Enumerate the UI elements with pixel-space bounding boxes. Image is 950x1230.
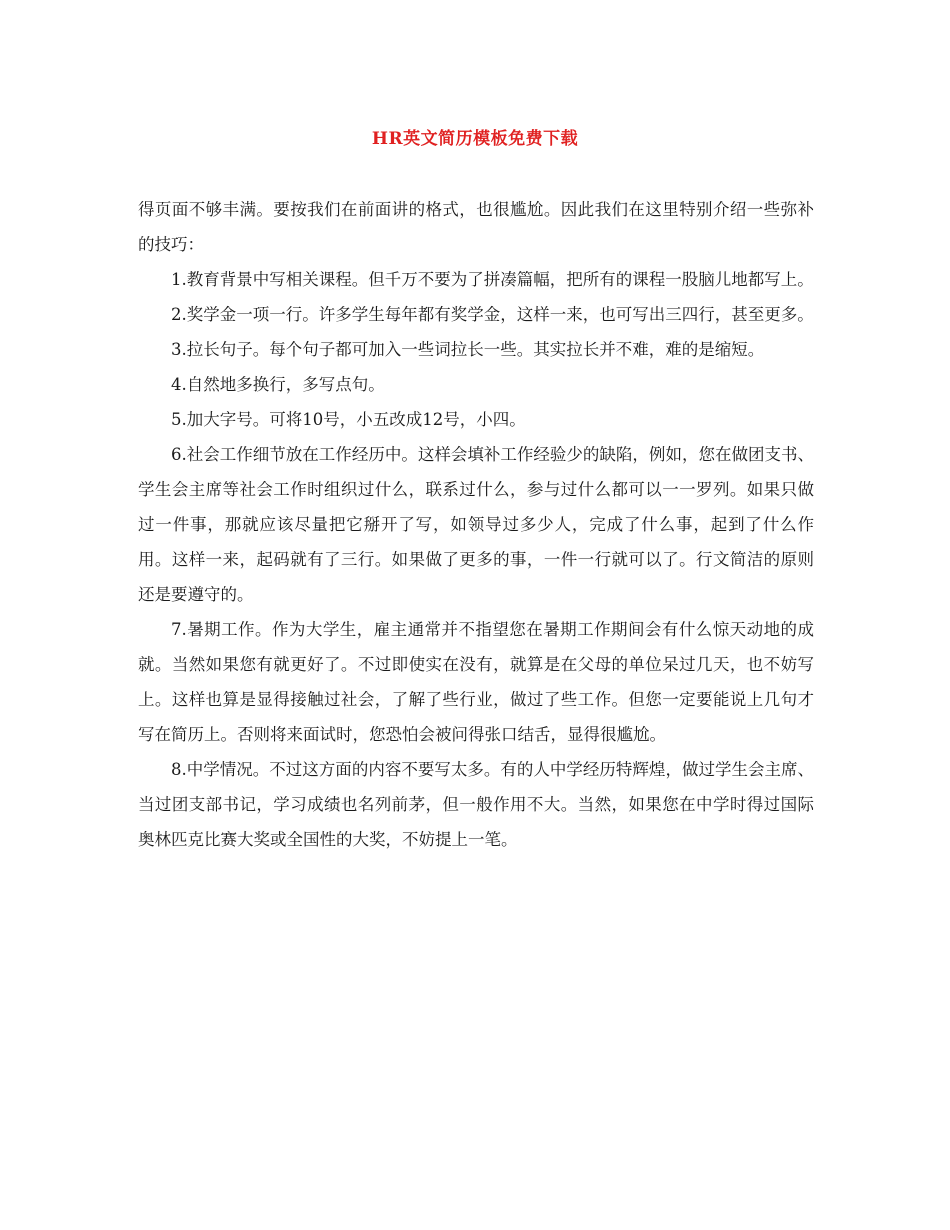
- list-item: 4.自然地多换行，多写点句。: [171, 375, 385, 394]
- list-item: 8.中学情况。不过这方面的内容不要写太多。有的人中学经历特辉煌，做过学生会主席、当过团支部书记，学习成绩也名列前茅，但一般作用不大。当然，如果您在中学时得过国际奥林匹克比赛大奖或全国性的大奖，不妨提上一笔。: [138, 760, 814, 849]
- intro-paragraph: 得页面不够丰满。要按我们在前面讲的格式，也很尴尬。因此我们在这里特别介绍一些弥补的技巧：: [138, 200, 814, 254]
- list-item: 6.社会工作细节放在工作经历中。这样会填补工作经验少的缺陷，例如，您在做团支书、学生会主席等社会工作时组织过什么，联系过什么，参与过什么都可以一一罗列。如果只做过一件事，那就应该尽量把它掰开了写，如领导过多少人，完成了什么事，起到了什么作用。这样一来，起码就有了三行。如果做了更多的事，一件一行就可以了。行文简洁的原则还是要遵守的。: [138, 445, 814, 604]
- document-body: [138, 192, 814, 857]
- list-item: 2.奖学金一项一行。许多学生每年都有奖学金，这样一来，也可写出三四行，甚至更多。: [171, 305, 814, 324]
- page-title: HR英文简历模板免费下载: [371, 129, 579, 149]
- list-item: 5.加大字号。可将10号，小五改成12号，小四。: [171, 410, 526, 429]
- list-item: 7.暑期工作。作为大学生，雇主通常并不指望您在暑期工作期间会有什么惊天动地的成就。当然如果您有就更好了。不过即使实在没有，就算是在父母的单位呆过几天，也不妨写上。这样也算是显得接触过社会，了解了些行业，做过了些工作。但您一定要能说上几句才写在简历上。否则将来面试时，您恐怕会被问得张口结舌，显得很尴尬。: [138, 620, 814, 744]
- list-item: 3.拉长句子。每个句子都可加入一些词拉长一些。其实拉长并不难，难的是缩短。: [171, 340, 765, 359]
- list-item: 1.教育背景中写相关课程。但千万不要为了拼凑篇幅，把所有的课程一股脑儿地都写上。: [171, 270, 814, 289]
